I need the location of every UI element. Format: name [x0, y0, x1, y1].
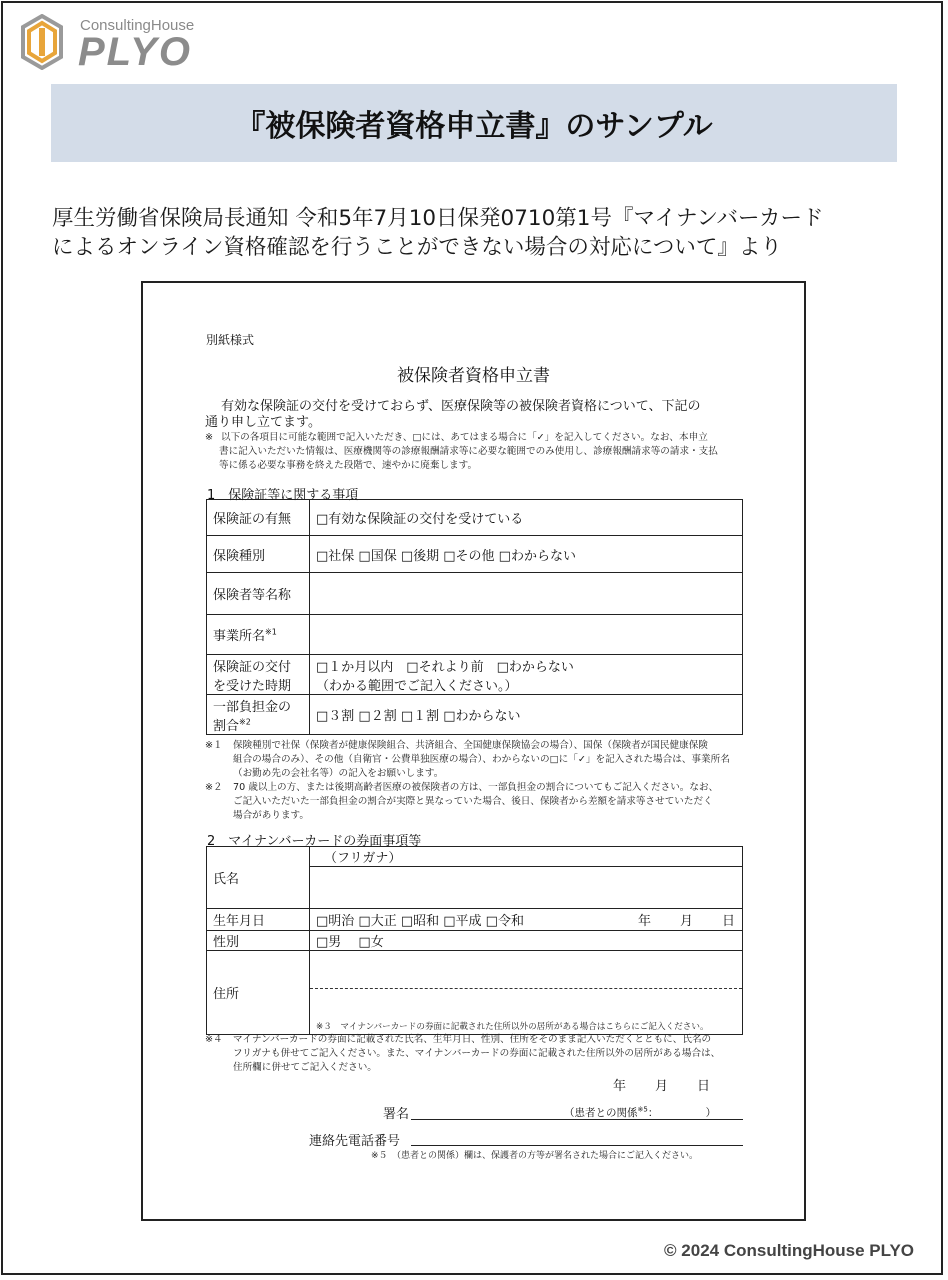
note-1 — [205, 739, 805, 781]
sex-label: 性別 — [207, 931, 310, 951]
table-row — [207, 695, 743, 735]
form-note-line-3: 等に係る必要な事務を終えた段階で、速やかに廃棄します。 — [219, 460, 478, 471]
phone-label: 連絡先電話番号 — [309, 1134, 401, 1149]
phone-line[interactable] — [411, 1145, 743, 1146]
table-row — [207, 931, 743, 951]
table-row — [207, 573, 743, 615]
logo-hexagon-icon — [20, 14, 64, 70]
section1-table — [206, 499, 743, 735]
relation-field[interactable] — [564, 1105, 716, 1120]
note-1-line-3: （お勤め先の会社名等）の記入をお願いします。 — [233, 768, 444, 779]
row-value[interactable] — [310, 615, 743, 655]
form-title: 被保険者資格申立書 — [397, 366, 550, 386]
table-row — [207, 951, 743, 1035]
section2-heading: 2 マイナンバーカードの券面事項等 — [207, 834, 422, 849]
section1-heading: 1 保険証等に関する事項 — [207, 488, 359, 503]
form-note-line-1: 以下の各項目に可能な範囲で記入いただき、□には、あてはまる場合に「✓」を記入してください。なお、本申立 — [221, 432, 708, 443]
banner-title: 『被保険者資格申立書』のサンプル — [235, 109, 713, 144]
citation-line-1: 厚生労働省保険局長通知 令和5年7月10日保発0710第1号『マイナンバーカード — [52, 206, 824, 231]
address-divider — [310, 988, 742, 989]
note-5: ※５ （患者との関係）欄は、保護者の方等が署名された場合にご記入ください。 — [371, 1151, 699, 1161]
table-row — [207, 847, 743, 867]
note-2-line-2: ご記入いただいた一部負担金の割合が実際と異なっていた場合、後日、保険者から差額を請求等させていただく — [233, 796, 713, 807]
form-note-mark: ※ — [205, 432, 214, 443]
relation-label: （患者との関係 — [564, 1107, 638, 1119]
form-corner-label: 別紙様式 — [206, 333, 255, 347]
note-1-mark: ※１ — [205, 740, 223, 751]
relation-close: ： ） — [647, 1107, 717, 1119]
form-note-line-2: 書に記入いただいた情報は、医療機関等の診療報酬請求等に必要な範囲でのみ使用し、診療報酬請求等の請求・支払 — [219, 446, 718, 457]
row-label-sup: ※2 — [239, 717, 251, 727]
row-label — [207, 655, 310, 695]
row-label-line-1: 保険証の交付 — [213, 659, 292, 675]
note-2-line-1: 70 歳以上の方、または後期高齢者医療の被保険者の方は、一部負担金の割合についてもご記入ください。なお、 — [233, 782, 719, 793]
row-label: 保険種別 — [207, 536, 310, 573]
table-row — [207, 909, 743, 931]
table-row — [207, 536, 743, 573]
signature-label: 署名 — [383, 1107, 410, 1122]
address-field[interactable] — [310, 951, 743, 1035]
note-4-line-1: マイナンバーカードの券面に記載された氏名、生年月日、性別、住所をそのまま記入いただくとともに、氏名の — [233, 1034, 712, 1045]
table-row — [207, 655, 743, 695]
copyright: © 2024 ConsultingHouse PLYO — [664, 1241, 914, 1260]
name-label: 氏名 — [207, 847, 310, 909]
note-2-line-3: 場合があります。 — [233, 810, 309, 821]
row-label-line-2: を受けた時期 — [213, 678, 292, 694]
row-value-line-2: （わかる範囲でご記入ください。） — [316, 678, 518, 694]
dob-eras: □明治 □大正 □昭和 □平成 □令和 — [316, 914, 524, 929]
section2-note — [205, 1033, 805, 1075]
section2-table — [206, 846, 743, 1035]
note-1-line-1: 保険種別で社保（保険者が健康保険組合、共済組合、全国健康保険協会の場合）、国保（保険者が国民健康保険 — [233, 740, 708, 751]
furigana-field[interactable]: （フリガナ） — [310, 847, 743, 867]
row-label-line-2: 割合 — [213, 718, 240, 734]
relation-sup: ※5 — [637, 1105, 648, 1114]
dob-ymd: 年 月 日 — [637, 914, 736, 929]
note-2-mark: ※２ — [205, 782, 223, 793]
row-value[interactable]: □有効な保険証の交付を受けている — [310, 500, 743, 536]
title-banner — [51, 84, 897, 162]
row-label — [207, 615, 310, 655]
form-intro — [205, 399, 805, 431]
address-note: ※３ マイナンバーカードの券面に記載された住所以外の居所がある場合はこちらにご記入ください。 — [316, 1022, 709, 1032]
dob-field[interactable] — [310, 909, 743, 931]
row-label: 保険証の有無 — [207, 500, 310, 536]
row-value[interactable]: □３割 □２割 □１割 □わからない — [310, 695, 743, 735]
sign-date: 年 月 日 — [613, 1079, 712, 1094]
row-value[interactable]: □社保 □国保 □後期 □その他 □わからない — [310, 536, 743, 573]
note-1-line-2: 組合の場合のみ）、その他（自衛官・公費単独医療の場合）、わからないの□に「✓」を記入された場合は、事業所名 — [233, 754, 730, 765]
table-row — [207, 500, 743, 536]
logo — [20, 14, 220, 74]
address-label: 住所 — [207, 951, 310, 1035]
row-label: 保険者等名称 — [207, 573, 310, 615]
citation-line-2: によるオンライン資格確認を行うことができない場合の対応について』より — [52, 235, 782, 260]
note-2 — [205, 781, 805, 823]
form-intro-line-2: 通り申し立てます。 — [205, 415, 321, 430]
logo-wordmark: PLYO — [78, 30, 192, 74]
section1-notes — [205, 739, 805, 823]
form-intro-line-1: 有効な保険証の交付を受けておらず、医療保険等の被保険者資格について、下記の — [221, 399, 701, 414]
note-4-line-2: フリガナも併せてご記入ください。また、マイナンバーカードの券面に記載された住所以外の居所がある場合は、 — [233, 1048, 721, 1059]
row-value-line-1: □１か月以内 □それより前 □わからない — [316, 659, 574, 675]
row-label-text: 事業所名 — [213, 629, 266, 644]
logo-tagline: ConsultingHouse — [80, 17, 195, 34]
row-value[interactable] — [310, 573, 743, 615]
table-row — [207, 615, 743, 655]
note-4-mark: ※４ — [205, 1034, 223, 1045]
row-value[interactable] — [310, 655, 743, 695]
row-label — [207, 695, 310, 735]
form-note — [205, 431, 805, 473]
sex-field[interactable]: □男 □女 — [310, 931, 743, 951]
source-citation — [52, 204, 912, 262]
dob-label: 生年月日 — [207, 909, 310, 931]
row-label-line-1: 一部負担金の — [213, 699, 292, 715]
note-4 — [205, 1033, 805, 1075]
note-4-line-3: 住所欄に併せてご記入ください。 — [233, 1062, 377, 1073]
name-field[interactable] — [310, 867, 743, 909]
form-document — [141, 281, 806, 1221]
row-label-sup: ※1 — [265, 627, 277, 637]
